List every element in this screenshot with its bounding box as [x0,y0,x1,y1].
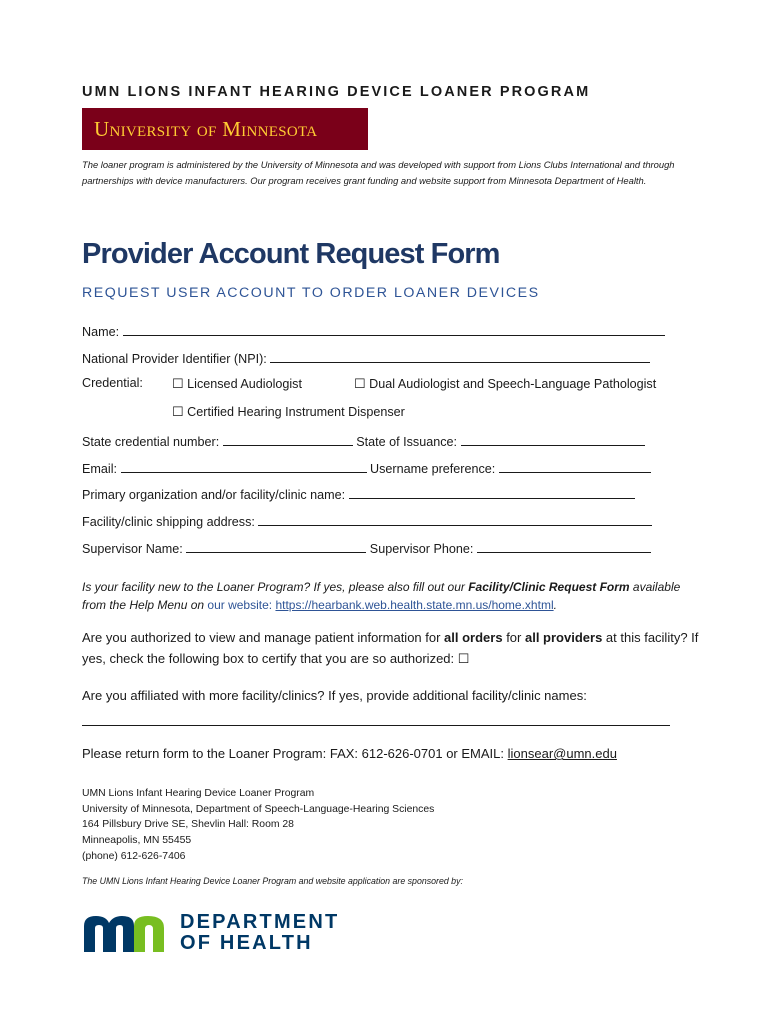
state-credential-field[interactable] [223,431,353,446]
intro-text: The loaner program is administered by the University of Minnesota and was developed with support from Lions Clubs International and through partnerships with device manufacturers. Our program receives grant funding and website support from Minnesota Department of Health. [82,159,675,186]
authorization-checkbox[interactable]: ☐ [457,651,470,666]
auth-bold: all orders [444,630,503,645]
return-text: Please return form to the Loaner Program: FAX: 612-626-0701 or EMAIL: [82,746,508,761]
organization-field[interactable] [349,484,635,499]
state-issuance-label: State of Issuance: [356,435,458,449]
supervisor-phone-field[interactable] [477,538,651,553]
supervisor-phone-label: Supervisor Phone: [369,542,474,556]
state-credential-label: State credential number: [82,435,220,449]
name-label: Name: [82,325,120,339]
mn-logo-icon [82,912,172,954]
npi-label: National Provider Identifier (NPI): [82,352,267,366]
note-end: . [553,598,557,612]
umn-logo [82,108,368,150]
supervisor-name-field[interactable] [186,538,366,553]
note-form-name: Facility/Clinic Request Form [468,580,630,594]
auth-text: at this facility? If yes, check the following box to certify that you are so authorized: [82,630,699,666]
name-field[interactable] [123,321,665,336]
organization-row [82,484,635,502]
auth-text: Are you authorized to view and manage patient information for [82,630,445,645]
facility-note [82,578,702,614]
credential-option-dispenser[interactable] [172,404,405,420]
affiliation-question: Are you affiliated with more facility/clinics? If yes, provide additional facility/clinic names: [82,688,587,703]
username-field[interactable] [499,458,651,473]
email-label: Email: [82,462,117,476]
return-instructions [82,743,617,764]
affiliation-field[interactable] [82,711,670,726]
mdh-logo-line: OF HEALTH [180,932,313,954]
address-line: (phone) 612-626-7406 [82,850,186,862]
state-credential-row [82,431,645,449]
username-label: Username preference: [370,462,496,476]
credential-option-audiologist[interactable] [172,376,302,392]
auth-bold: all providers [524,630,603,645]
checkbox-icon[interactable]: ☐ [172,404,184,419]
credential-option-label: Certified Hearing Instrument Dispenser [187,405,405,419]
note-text: Is your facility new to the Loaner Program? If yes, please also fill out our [82,580,469,594]
program-title: UMN LIONS INFANT HEARING DEVICE LOANER PROGRAM [82,84,591,100]
website-link[interactable]: https://hearbank.web.health.state.mn.us/home.xhtml [275,598,554,612]
npi-row [82,348,650,366]
address-line: Minneapolis, MN 55455 [82,835,192,847]
mdh-logo-text [180,912,339,954]
checkbox-icon[interactable]: ☐ [354,376,366,391]
address-line: 164 Pillsbury Drive SE, Shevlin Hall: Room 28 [82,819,294,831]
mailing-address [82,786,434,865]
credential-option-label: Licensed Audiologist [187,377,302,391]
supervisor-row [82,538,651,556]
auth-text: for [502,630,525,645]
address-line: UMN Lions Infant Hearing Device Loaner Program [82,788,315,799]
shipping-label: Facility/clinic shipping address: [82,515,255,529]
state-issuance-field[interactable] [461,431,645,446]
credential-option-dual[interactable] [354,376,656,392]
umn-logo-text: University of Minnesota [94,117,318,141]
name-row [82,321,665,339]
shipping-row [82,511,652,529]
organization-label: Primary organization and/or facility/clinic name: [82,488,346,502]
page-title: Provider Account Request Form [82,238,500,270]
supervisor-name-label: Supervisor Name: [82,542,183,556]
note-website-label: our website: [207,598,276,612]
note-text: available from the Help Menu on [82,580,681,612]
credential-option-label: Dual Audiologist and Speech-Language Pathologist [369,377,657,391]
return-email-link[interactable]: lionsear@umn.edu [507,746,617,761]
authorization-question [82,627,712,669]
email-row [82,458,651,476]
sponsor-text: The UMN Lions Infant Hearing Device Loaner Program and website application are sponsored by: [82,876,463,886]
checkbox-icon[interactable]: ☐ [172,376,184,391]
address-line: University of Minnesota, Department of Speech-Language-Hearing Sciences [82,803,435,815]
form-subtitle: REQUEST USER ACCOUNT TO ORDER LOANER DEVICES [82,285,540,301]
npi-field[interactable] [270,348,650,363]
email-field[interactable] [121,458,367,473]
credential-label: Credential: [82,376,143,390]
shipping-field[interactable] [258,511,652,526]
mdh-logo-line: DEPARTMENT [180,911,340,933]
